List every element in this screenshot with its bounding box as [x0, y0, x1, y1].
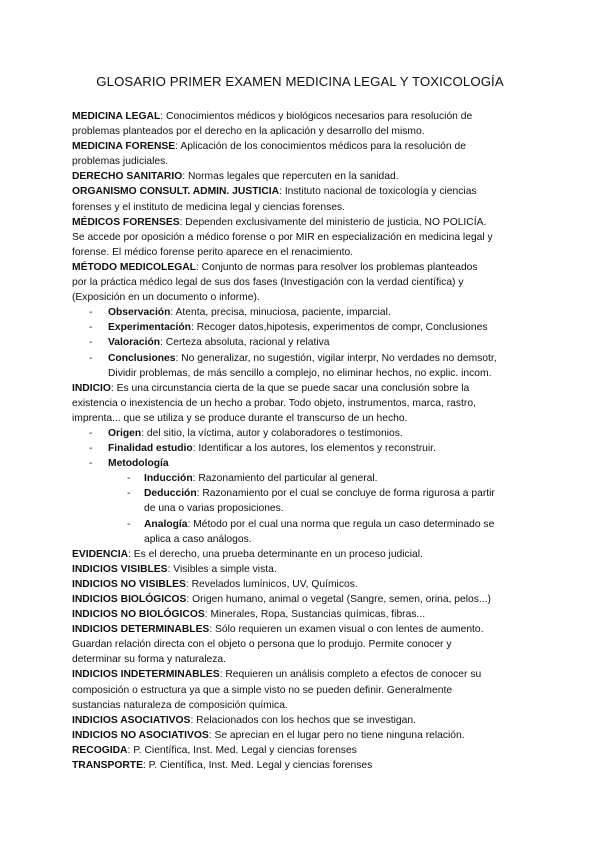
- bullet-dash: -: [89, 443, 93, 455]
- entry-indicios-visibles: [72, 562, 532, 577]
- definition-continuation: existencia o inexistencia de un hecho a probar. Todo objeto, instrumentos, marca, rastro,: [72, 397, 476, 409]
- glossary-body: [72, 109, 532, 773]
- bullet-item: [72, 320, 532, 335]
- entry-indicios-biologicos: [72, 592, 532, 607]
- definition-continuation: sustancias naturaleza de composición química.: [72, 699, 288, 711]
- definition: : Conjunto de normas para resolver los problemas planteados: [195, 261, 478, 273]
- sub-bullet-item: [72, 486, 532, 501]
- definition-continuation: Se accede por oposición a médico forense o por MIR en especialización en medicina legal y: [72, 231, 493, 243]
- entry-indicios-indeterminables: [72, 667, 532, 682]
- bullet-dash: -: [89, 322, 93, 334]
- term: TRANSPORTE: [72, 760, 143, 772]
- bullet-continuation: Dividir problemas, de más sencillo a complejo, no eliminar hechos, no explic. incom.: [108, 367, 492, 379]
- definition: : P. Científica, Inst. Med. Legal y ciencias forenses: [142, 760, 373, 772]
- sub-bullet-item: [72, 517, 532, 532]
- entry-metodo-medicolegal: [72, 260, 532, 275]
- term: MEDICINA FORENSE: [72, 141, 176, 153]
- bullet-dash: -: [89, 352, 93, 364]
- term: DERECHO SANITARIO: [72, 171, 183, 183]
- entry-derecho-sanitario: [72, 169, 532, 184]
- definition: : Revelados lumínicos, UV, Químicos.: [185, 578, 358, 590]
- definition: : Atenta, precisa, minuciosa, paciente, imparcial.: [170, 307, 391, 319]
- definition: : Normas legales que repercuten en la sanidad.: [182, 171, 399, 183]
- definition: : Identificar a los autores, los elementos y reconstruir.: [192, 443, 436, 455]
- term: INDICIOS BIOLÓGICOS: [72, 594, 187, 605]
- term: Deducción: [144, 488, 197, 500]
- bullet-dash: -: [89, 427, 93, 439]
- bullet-dash: -: [89, 307, 93, 319]
- term: INDICIOS INDETERMINABLES: [72, 669, 220, 681]
- term: Metodología: [108, 458, 169, 470]
- term: Valoración: [108, 337, 161, 349]
- bullet-item: [72, 335, 532, 350]
- term: ORGANISMO CONSULT. ADMIN. JUSTICIA: [72, 186, 280, 198]
- term: INDICIOS NO VISIBLES: [72, 578, 186, 590]
- definition: : Sólo requieren un examen visual o con lentes de aumento.: [209, 624, 484, 636]
- definition: : Es el derecho, una prueba determinante en un proceso judicial.: [128, 548, 423, 560]
- definition: : Certeza absoluta, racional y relativa: [160, 337, 330, 349]
- entry-medicos-forenses: [72, 215, 532, 230]
- term: EVIDENCIA: [72, 548, 129, 560]
- bullet-item: [72, 441, 532, 456]
- entry-evidencia: [72, 547, 532, 562]
- definition: : Se aprecian en el lugar pero no tiene ninguna relación.: [208, 729, 465, 741]
- entry-indicios-no-biologicos: [72, 607, 532, 622]
- bullet-dash: -: [127, 518, 131, 530]
- bullet-item: [72, 456, 532, 471]
- term: Analogía: [144, 518, 188, 530]
- definition-continuation: problemas judiciales.: [72, 156, 169, 168]
- definition-continuation: imprenta... que se utiliza y se produce durante el transcurso de un hecho.: [72, 412, 408, 424]
- definition: : Conocimientos médicos y biológicos necesarios para resolución de: [160, 111, 473, 122]
- term: MÉTODO MEDICOLEGAL: [72, 261, 196, 273]
- entry-indicio: [72, 381, 532, 396]
- definition-continuation: problemas planteados por el derecho en la aplicación y desarrollo del mismo.: [72, 126, 425, 138]
- definition-continuation: Guardan relación directa con el objeto o persona que lo produjo. Permite conocer y: [72, 639, 452, 651]
- bullet-item: [72, 426, 532, 441]
- definition: : Visibles a simple vista.: [167, 563, 277, 575]
- definition: : Razonamiento del particular al general.: [192, 473, 378, 485]
- entry-indicios-no-visibles: [72, 577, 532, 592]
- term: Finalidad estudio: [108, 443, 193, 455]
- entry-indicios-no-asociativos: [72, 728, 532, 743]
- definition: : Relacionados con los hechos que se investigan.: [190, 714, 416, 726]
- entry-organismo: [72, 184, 532, 199]
- term: Observación: [108, 307, 171, 319]
- definition-continuation: forenses y el instituto de medicina legal y ciencias forenses.: [72, 201, 346, 213]
- definition-continuation: forense. El médico forense perito aparece en el renacimiento.: [72, 246, 354, 258]
- definition: : Minerales, Ropa, Sustancias químicas, fibras...: [204, 609, 426, 621]
- entry-recogida: [72, 743, 532, 758]
- term: Origen: [108, 427, 142, 439]
- bullet-dash: -: [89, 458, 93, 470]
- definition: : Aplicación de los conocimientos médicos para la resolución de: [175, 141, 466, 153]
- definition: : Razonamiento por el cual se concluye de forma rigurosa a partir: [196, 488, 495, 500]
- sub-bullet-continuation: de una o varias proposiciones.: [144, 503, 284, 515]
- document-title: GLOSARIO PRIMER EXAMEN MEDICINA LEGAL Y TOXICOLOGÍA: [96, 74, 504, 89]
- bullet-item: [72, 305, 532, 320]
- definition: : Origen humano, animal o vegetal (Sangre, semen, orina, pelos...): [186, 594, 491, 605]
- entry-medicina-legal: [72, 109, 532, 124]
- term: INDICIOS NO ASOCIATIVOS: [72, 729, 209, 741]
- term: RECOGIDA: [72, 744, 128, 756]
- term: MEDICINA LEGAL: [72, 111, 161, 122]
- entry-indicios-determinables: [72, 622, 532, 637]
- term: INDICIOS DETERMINABLES: [72, 624, 210, 636]
- entry-indicios-asociativos: [72, 713, 532, 728]
- bullet-item: [72, 351, 532, 366]
- bullet-dash: -: [127, 473, 131, 485]
- sub-bullet-item: [72, 471, 532, 486]
- definition-continuation: determinar su forma y naturaleza.: [72, 654, 226, 666]
- term: Conclusiones: [108, 352, 176, 364]
- definition: : Método por el cual una norma que regula un caso determinado se: [187, 518, 495, 530]
- definition-continuation: por la práctica médico legal de sus dos fases (Investigación con la verdad científica) y: [72, 277, 464, 289]
- definition: : Instituto nacional de toxicología y ciencias: [279, 186, 477, 198]
- sub-bullet-continuation: aplica a caso análogos.: [144, 533, 252, 545]
- bullet-dash: -: [127, 488, 131, 500]
- definition-continuation: composición o estructura ya que a simple visto no se pueden definir. Generalmente: [72, 684, 453, 696]
- definition: : Recoger datos,hipotesis, experimentos de compr, Conclusiones: [190, 322, 488, 334]
- term: Experimentación: [108, 322, 191, 334]
- definition: : Es una circunstancia cierta de la que se puede sacar una conclusión sobre la: [110, 382, 470, 394]
- definition: : del sitio, la víctima, autor y colaboradores o testimonios.: [141, 427, 403, 439]
- definition: : Requieren un análisis completo a efectos de conocer su: [219, 669, 482, 681]
- bullet-dash: -: [89, 337, 93, 349]
- term: INDICIOS NO BIOLÓGICOS: [72, 609, 205, 621]
- entry-medicina-forense: [72, 139, 532, 154]
- term: INDICIOS VISIBLES: [72, 563, 168, 575]
- definition: : No generalizar, no sugestión, vigilar interpr, No verdades no demsotr,: [175, 352, 497, 364]
- term: INDICIO: [72, 382, 111, 394]
- term: MÉDICOS FORENSES: [72, 216, 180, 228]
- term: Inducción: [144, 473, 193, 485]
- entry-transporte: [72, 758, 532, 773]
- definition-continuation: (Exposición en un documento o informe).: [72, 292, 260, 304]
- definition: : P. Científica, Inst. Med. Legal y ciencias forenses: [127, 744, 357, 756]
- definition: : Dependen exclusivamente del ministerio de justicia, NO POLICÍA.: [179, 216, 487, 228]
- term: INDICIOS ASOCIATIVOS: [72, 714, 191, 726]
